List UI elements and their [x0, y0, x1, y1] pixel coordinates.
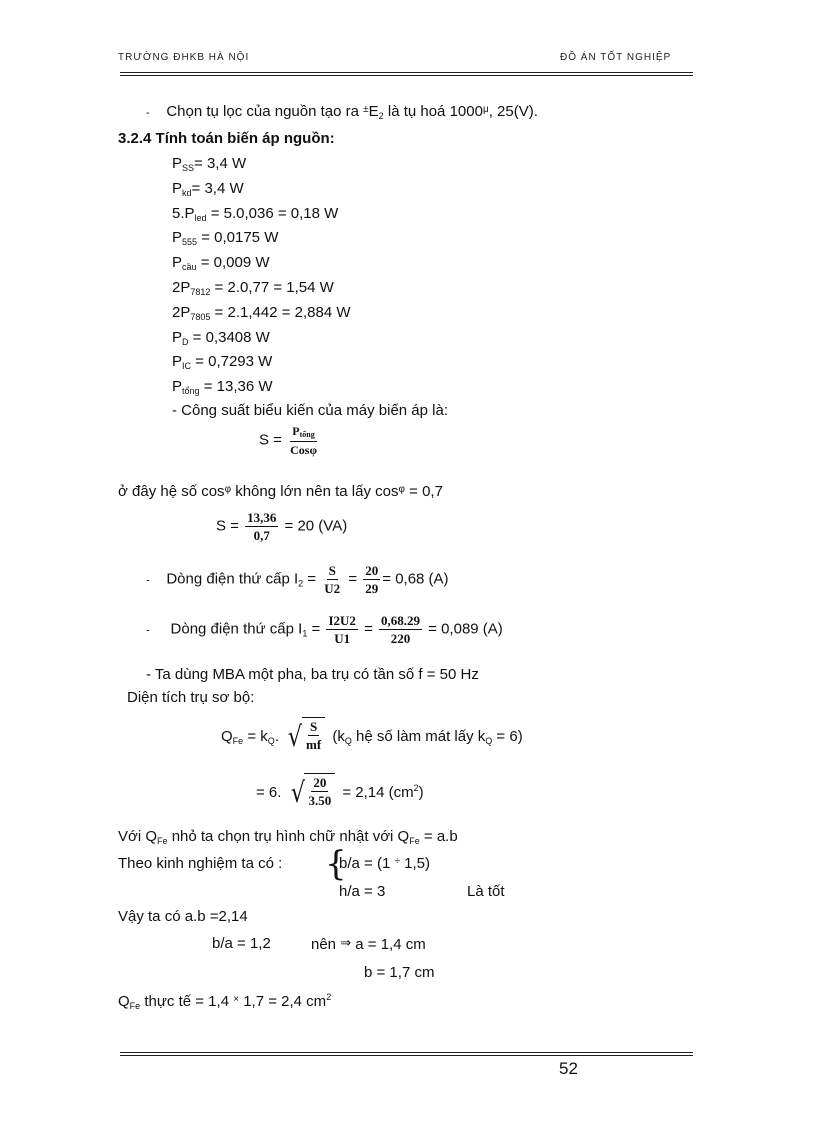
actual-line: $Q_{Fe}$ thực tế = 1,4 × 1,7 = 2,4 $cm^2$: [118, 992, 332, 1011]
cos-line: ở đây hệ số $\cos^\varphi$ không lớn nên ta lấy $\cos^\varphi = 0,7$: [118, 483, 443, 500]
i1-fraction-1: $\frac{I2U2}{U1}$: [328, 613, 356, 646]
choose-line: Với $Q_{Fe}$ nhỏ ta chọn trụ hình chữ nhật với $Q_{Fe} = a.b$: [118, 828, 458, 846]
header-right: ĐỒ ÁN TỐT NGHIỆP: [560, 52, 672, 63]
i1-formula: - Dòng điện thứ cấp $I_1$ = $\frac{I2U2}{U1}$ = $\frac{0,68.29}{220}$ = 0,089 (A): [146, 613, 503, 646]
left-brace: {: [325, 844, 347, 884]
power-item: $P_{IC} = 0,7293$ W: [172, 353, 273, 372]
area-line: Diện tích trụ sơ bộ:: [127, 689, 255, 706]
header-rule-2: [120, 75, 693, 76]
experience-good: Là tốt: [467, 883, 505, 900]
s-fraction: $\frac{\text{Ptổng}}{\text{Cosφ}}$: [290, 424, 317, 457]
i2-formula: - Dòng điện thứ cấp $I_2$ = $\frac{S}{U2}$ = $\frac{20}{29}$ = 0,68 (A): [146, 563, 449, 596]
s-value-fraction: $\frac{13,36}{0,7}$: [247, 510, 277, 543]
power-item: $P_{kd}= 3,4$ W: [172, 179, 244, 198]
power-item: $P_{SS}= 3,4$ W: [172, 155, 247, 173]
b-value: b = 1,7 cm: [364, 964, 435, 981]
mba-line: - Ta dùng MBA một pha, ba trụ có tần số f = 50 Hz: [146, 666, 479, 683]
footer-rule-1: [120, 1052, 693, 1053]
power-item: $2P_{7812} = 2.0,77 = 1,54$ W: [172, 279, 334, 297]
power-item: $P_{cầu} = 0,009$ W: [172, 254, 270, 273]
i1-fraction-2: $\frac{0,68.29}{220}$: [381, 613, 420, 646]
s-formula: S = $\frac{\text{Ptổng}}{\text{Cosφ}}$: [259, 424, 317, 457]
qfe-value-sqrt: √ $\frac{20}{3.50}$: [289, 773, 336, 813]
i2-fraction-1: $\frac{S}{U2}$: [324, 563, 341, 596]
qfe-formula: $Q_{Fe} = k_Q$. √ $\frac{S}{mf}$ ($k_Q$ hệ số làm mát lấy $k_Q = 6$): [221, 717, 523, 757]
section-heading: 3.2.4 Tính toán biến áp nguồn:: [118, 130, 335, 147]
footer-rule-2: [120, 1055, 693, 1056]
experience-lead: Theo kinh nghiệm ta có :: [118, 855, 283, 872]
page-number: 52: [559, 1059, 578, 1078]
experience-line-1: b/a = (1 ÷ 1,5): [339, 855, 430, 872]
i2-fraction-2: $\frac{20}{29}$: [365, 563, 379, 596]
header-rule-1: [120, 72, 693, 73]
power-item: $P_D = 0,3408$ W: [172, 328, 270, 347]
experience-line-2: h/a = 3: [339, 883, 386, 900]
header-left: TRƯỜNG ĐHKB HÀ NỘI: [118, 52, 250, 63]
intro-line: - Chọn tụ lọc của nguồn tạo ra $^\pm E_2$ là tụ hoá $1000^\mu$, 25(V).: [146, 103, 538, 121]
power-item: $P_{tổng} = 13,36$ W: [172, 378, 273, 397]
power-item: $2P_{7805} = 2.1,442 = 2,884$ W: [172, 303, 351, 322]
qfe-value: = 6. √ $\frac{20}{3.50}$ = 2,14 $(cm^2)$: [256, 773, 424, 813]
qfe-sqrt: √ $\frac{S}{mf}$: [286, 717, 325, 757]
have-line: Vậy ta có a.b =2,14: [118, 908, 248, 925]
power-item: $5.P_{led} = 5.0,036 = 0,18$ W: [172, 204, 339, 223]
power-item: $P_{555} = 0,0175$ W: [172, 229, 279, 248]
apparent-power-text: - Công suất biểu kiến của máy biến áp là:: [172, 402, 448, 419]
a-value: nên ⇒ a = 1,4 cm: [311, 935, 426, 953]
ba-ratio: b/a = 1,2: [212, 935, 271, 952]
s-value-formula: S = $\frac{13,36}{0,7}$ = 20 (VA): [216, 510, 348, 543]
